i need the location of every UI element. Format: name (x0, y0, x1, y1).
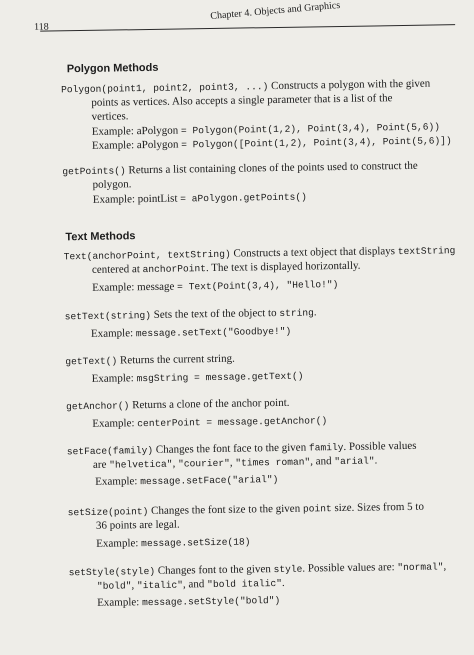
method-name: Text(anchorPoint, textString) (63, 248, 231, 263)
method-getpoints-signature-line (62, 159, 418, 180)
method-description: Changes font to the given (157, 563, 271, 577)
method-getanchor-signature-line (66, 396, 290, 415)
code-term: "italic" (136, 579, 184, 592)
code-term: "normal" (397, 561, 444, 574)
description-text: , and (310, 455, 332, 468)
example-code: message.setFace("arial") (140, 473, 279, 488)
example-line (95, 473, 278, 488)
code-term: style (273, 563, 303, 576)
example-code: = Polygon([Point(1,2), Point(3,4), Point(5,6)]) (181, 135, 452, 151)
method-name: getText() (65, 355, 118, 368)
method-description: Returns the current string. (119, 352, 235, 367)
example-code: message.setText("Goodbye!") (135, 325, 292, 340)
method-name: Polygon(point1, point2, point3, ...) (61, 81, 269, 96)
description-text: , (172, 457, 176, 470)
example-label: Example: (97, 596, 140, 609)
description-text: , (131, 579, 135, 592)
example-label: Example: (91, 372, 134, 385)
method-name: setStyle(style) (68, 565, 156, 579)
example-code: message.setSize(18) (141, 536, 251, 550)
method-setface-description-line (93, 453, 378, 472)
description-text: . (281, 576, 285, 589)
example-line (92, 414, 327, 430)
section-heading-polygon: Polygon Methods (66, 61, 159, 76)
header-rule (40, 24, 455, 32)
code-term: "bold" (96, 580, 132, 592)
example-label: Example: (95, 475, 138, 488)
code-term: "courier" (177, 457, 230, 470)
description-text: are (92, 458, 107, 471)
method-description: Constructs a text object that displays (233, 245, 396, 260)
description-text: , (229, 456, 233, 469)
description-text: . The text is displayed horizontally. (205, 259, 361, 275)
description-text: centered at (91, 263, 140, 276)
example-label: Example: message (92, 280, 175, 294)
method-description: Changes the font size to the given (150, 502, 301, 518)
method-description: Changes the font face to the given (155, 441, 307, 456)
method-name: getPoints() (62, 165, 126, 178)
page-number: 118 (34, 21, 49, 33)
example-label: Example: aPolygon (91, 138, 179, 152)
example-label: Example: (90, 327, 134, 340)
example-line (93, 191, 307, 206)
example-code: centerPoint = message.getAnchor() (137, 415, 328, 430)
code-term: "bold italic" (207, 577, 283, 591)
method-name: setFace(family) (66, 444, 154, 458)
section-heading-text: Text Methods (65, 230, 136, 244)
description-text: , (443, 560, 447, 573)
description-text: . Possible values are: (302, 561, 395, 575)
method-setstyle-description-line (97, 576, 285, 594)
code-term: point (302, 503, 332, 515)
method-name: setText(string) (64, 309, 152, 323)
example-line (92, 278, 338, 294)
method-name: getAnchor() (65, 400, 130, 413)
code-term: textString (397, 245, 456, 258)
example-label: Example: pointList (92, 192, 178, 206)
method-description: Returns a clone of the anchor point. (132, 396, 290, 412)
example-line (92, 370, 304, 385)
method-setsize-description-line: 36 points are legal. (95, 518, 180, 532)
example-code: message.setStyle("bold") (141, 594, 281, 609)
method-gettext-signature-line (65, 352, 235, 370)
example-line (96, 535, 250, 549)
example-line (91, 325, 292, 340)
method-settext-signature-line (65, 305, 317, 324)
code-term: "arial" (334, 455, 375, 468)
method-getpoints-description-line: polygon. (92, 178, 132, 191)
example-code: = Text(Point(3,4), "Hello!") (177, 279, 339, 293)
example-code: msgString = message.getText() (136, 370, 304, 385)
method-description: Returns a list containing clones of the points used to construct the (128, 159, 418, 177)
example-code: = Polygon(Point(1,2), Point(3,4), Point(5,6)) (180, 121, 441, 137)
example-line (97, 594, 280, 609)
code-term: string (279, 307, 314, 319)
method-setsize-signature-line (68, 500, 424, 521)
code-term: anchorPoint (142, 263, 207, 276)
code-term: "helvetica" (109, 458, 173, 471)
example-code: = aPolygon.getPoints() (180, 191, 307, 205)
method-text-description-line (92, 259, 361, 278)
code-term: "times roman" (235, 456, 311, 469)
method-description: Sets the text of the object to (153, 307, 277, 321)
example-label: Example: (92, 417, 135, 430)
description-text: size. Sizes from 5 to (334, 500, 425, 515)
method-polygon-description-line: points as vertices. Also accepts a single parameter that is a list of the (91, 92, 393, 109)
description-text: , and (182, 578, 205, 591)
example-label: Example: (96, 537, 139, 550)
description-text: . (313, 306, 317, 319)
method-description: Constructs a polygon with the given (270, 77, 431, 93)
method-name: setSize(point) (67, 506, 149, 519)
code-term: family (308, 441, 344, 454)
method-polygon-description-line: vertices. (91, 110, 129, 123)
description-text: . (374, 454, 378, 467)
example-label: Example: aPolygon (91, 124, 179, 138)
description-text: . Possible values (343, 439, 417, 453)
running-header: Chapter 4. Objects and Graphics (209, 0, 341, 22)
